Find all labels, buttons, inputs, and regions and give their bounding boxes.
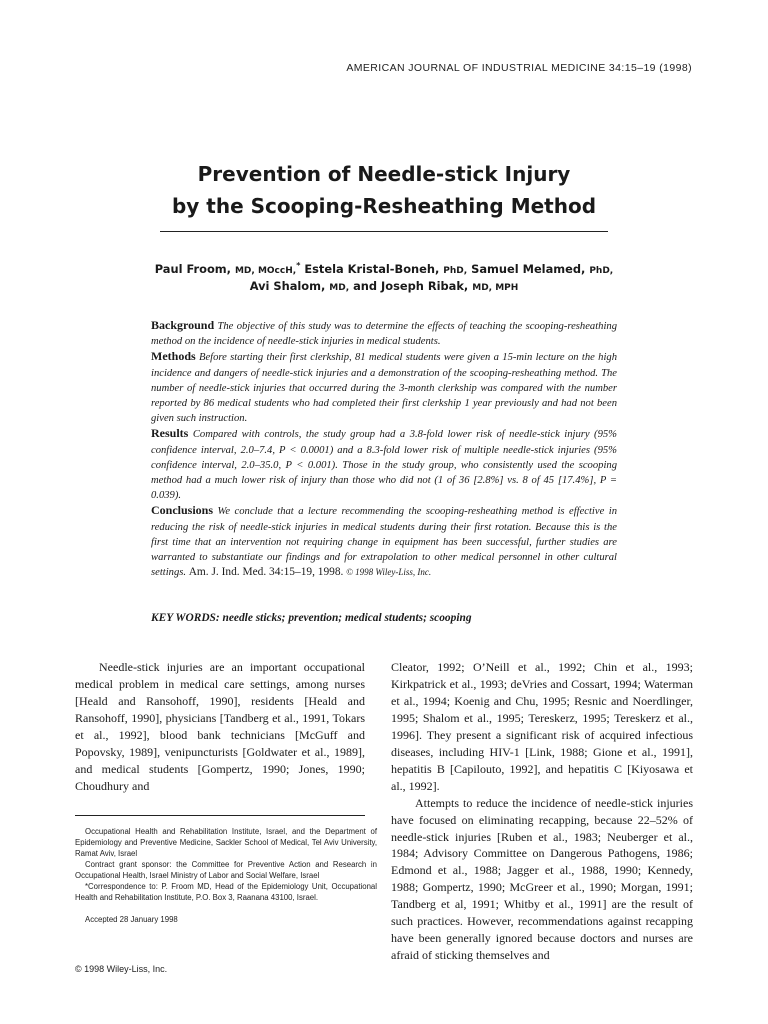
abstract-conclusions bbox=[151, 503, 617, 580]
body-paragraph: Needle-stick injuries are an important occupational medical problem in medical care settings, among nurses [Heald and Ransohoff, 1990], residents [Heald and Ransohoff, 1990], physicians [Tandberg et al., 1991, Tokars et al., 1992], blood bank technicians [McGuff and Popovsky, 1989], venipuncturists [Goldwater et al., 1989], and medical students [Gompertz, 1990; Jones, 1990; Choudhury and bbox=[75, 660, 365, 793]
grant-note: Contract grant sponsor: the Committee for Preventive Action and Research in Occupational Health, Israel Ministry of Labor and Social Welfare, Israel bbox=[75, 860, 377, 880]
author-degree: PhD, bbox=[589, 265, 614, 276]
correspondence-mark: * bbox=[296, 261, 301, 270]
results-label: Results bbox=[151, 426, 189, 441]
title-line-2: by the Scooping-Resheathing Method bbox=[171, 194, 597, 218]
methods-text: Before starting their first clerkship, 81 medical students were given a 15-min lecture on the high incidence and dangers of needle-stick injuries and a demonstration of the scooping-resheathing method. The number of needle-stick injuries that occurred during the 3-month clerkship was compared with the number reported by 86 medical students who had completed their first clerkship 1 year previously and had not been given such instruction. bbox=[151, 352, 617, 425]
abstract-results bbox=[151, 426, 617, 503]
conclusions-text: We conclude that a lecture recommending the scooping-resheathing method is effective in reducing the risk of needle-stick injuries in medical students during their first rotation. Because this is the first time that an intervention not requiring change in equipment has been successful, further studies are warranted to substantiate our findings and for extrapolation to other medical personnel in other cultural settings. bbox=[151, 506, 617, 579]
author-degree: MD, MPH bbox=[472, 282, 519, 293]
background-label: Background bbox=[151, 318, 215, 332]
methods-label: Methods bbox=[151, 349, 196, 364]
conclusions-label: Conclusions bbox=[151, 503, 214, 518]
journal-header: AMERICAN JOURNAL OF INDUSTRIAL MEDICINE 34:15–19 (1998) bbox=[346, 62, 692, 74]
title-line-1: Prevention of Needle-stick Injury bbox=[197, 162, 571, 186]
abstract-methods bbox=[151, 349, 617, 426]
page-copyright: © 1998 Wiley-Liss, Inc. bbox=[75, 964, 168, 974]
abstract bbox=[151, 318, 617, 580]
right-column bbox=[391, 659, 693, 964]
keywords: KEY WORDS: needle sticks; prevention; medical students; scooping bbox=[151, 612, 472, 624]
author-name: Avi Shalom, bbox=[249, 278, 326, 293]
article-title bbox=[0, 158, 768, 222]
results-text: Compared with controls, the study group had a 3.8-fold lower risk of needle-stick injury (95% confidence interval, 2.0–7.4, P < 0.0001) and a 8.3-fold lower risk of multiple needle-stick injuries (95% confidence interval, 2.0–35.0, P < 0.001). Those in the study group, who consistently used the scooping method had a much lower risk of injury than those who did not (1 of 36 [2.8%] vs. 8 of 45 [17.4%], P = 0.039). bbox=[151, 429, 617, 502]
body-paragraph: Cleator, 1992; O’Neill et al., 1992; Chin et al., 1993; Kirkpatrick et al., 1993; deVries and Cossart, 1994; Waterman et al., 1994; Koenig and Chu, 1995; Resnic and Noerdlinger, 1995; Shalom et al., 1995; Tereskerz, 1995; Tereskerz et al., 1996]. They present a significant risk of acquired infectious diseases, including HIV-1 [Link, 1988; Gione et al., 1991], hepatitis B [Capilouto, 1992], and hepatitis C [Kiyosawa et al., 1992]. bbox=[391, 660, 693, 793]
author-name: Paul Froom, bbox=[154, 261, 231, 276]
title-divider bbox=[160, 231, 608, 232]
author-degree: MD, MOccH, bbox=[234, 265, 297, 276]
footnotes bbox=[75, 826, 377, 925]
body-paragraph: Attempts to reduce the incidence of needle-stick injuries have focused on eliminating recapping, because 22–52% of needle-stick injuries [Ruben et al., 1983; Neuberger et al., 1984; Advisory Committee on Dangerous Pathogens, 1986; Edmond et al., 1988; Jagger et al., 1988, 1990; Kennedy, 1988; Gompertz, 1990; McGreer et al., 1990; Morgan, 1991; Tandberg et al, 1991; Whitby et al., 1991] are the result of such practices. However, recommendations against recapping have been generally ignored because doctors and nurses are afraid of sticking themselves and bbox=[391, 795, 693, 963]
author-list bbox=[0, 258, 768, 296]
author-line-2 bbox=[0, 279, 768, 296]
author-conjunction: and bbox=[353, 278, 378, 293]
author-degree: MD, bbox=[329, 282, 350, 293]
author-name: Joseph Ribak, bbox=[381, 278, 469, 293]
author-name: Estela Kristal-Boneh, bbox=[304, 261, 440, 276]
accepted-date: Accepted 28 January 1998 bbox=[85, 915, 178, 924]
author-degree: PhD, bbox=[443, 265, 468, 276]
author-line-1 bbox=[0, 258, 768, 279]
left-column bbox=[75, 659, 365, 795]
background-text: The objective of this study was to determine the effects of teaching the scooping-resheathing method on the incidence of needle-stick injuries in medical students. bbox=[151, 321, 617, 348]
author-name: Samuel Melamed, bbox=[471, 261, 586, 276]
abstract-background bbox=[151, 318, 617, 349]
abstract-copyright: © 1998 Wiley-Liss, Inc. bbox=[346, 567, 432, 578]
affiliation-note: Occupational Health and Rehabilitation Institute, Israel, and the Department of Epidemiology and Preventive Medicine, Sackler School of Medical, Tel Aviv University, Ramat Aviv, Israel bbox=[75, 827, 377, 858]
journal-citation: Am. J. Ind. Med. 34:15–19, 1998. bbox=[188, 566, 344, 579]
footnote-divider bbox=[75, 815, 365, 816]
correspondence-note: *Correspondence to: P. Froom MD, Head of the Epidemiology Unit, Occupational Health and Rehabilitation Institute, P.O. Box 3, Raanana 43100, Israel. bbox=[75, 882, 377, 902]
